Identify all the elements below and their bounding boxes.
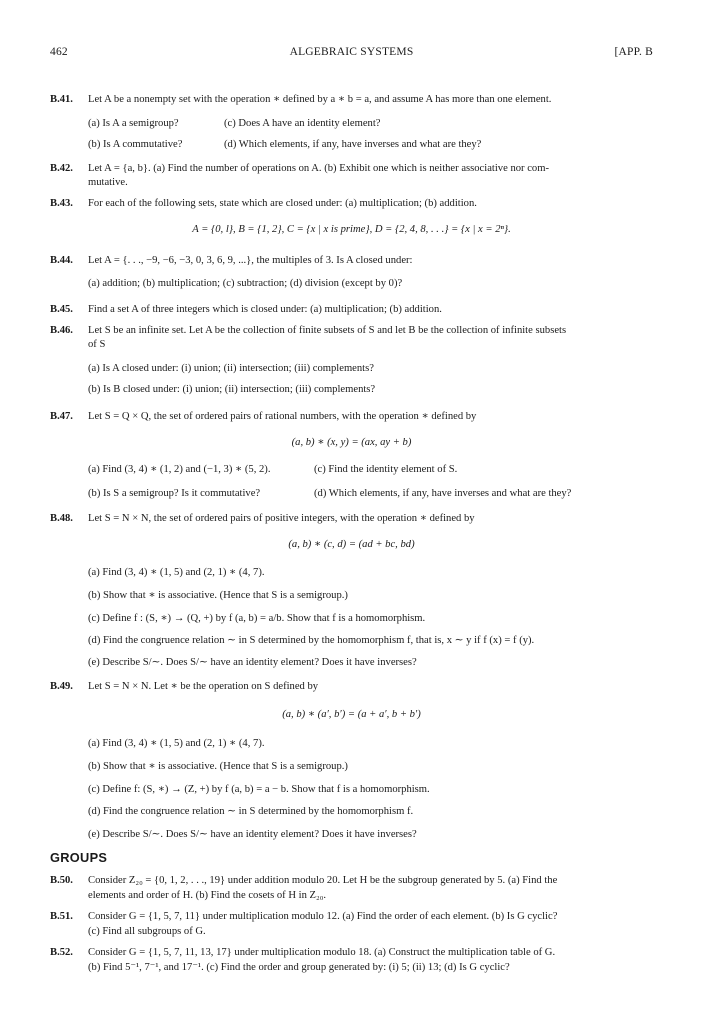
- problem-number: B.50.: [50, 875, 73, 886]
- part-c: (c) Define f: (S, ∗) → (Z, +) by f (a, b) = a − b. Show that f is a homomorphism.: [88, 784, 430, 795]
- part-a: (a) Find (3, 4) ∗ (1, 5) and (2, 1) ∗ (4, 7).: [88, 738, 265, 749]
- problem-number: B.42.: [50, 163, 73, 174]
- display-formula: (a, b) ∗ (x, y) = (ax, ay + b): [291, 437, 412, 448]
- part-c: (c) Find the identity element of S.: [314, 464, 458, 475]
- problem-number: B.44.: [50, 255, 73, 266]
- part-d: (d) Find the congruence relation ∼ in S determined by the homomorphism f.: [88, 806, 414, 817]
- problem-parts: (a) addition; (b) multiplication; (c) subtraction; (d) division (except by 0)?: [88, 278, 403, 289]
- part-c: (c) Does A have an identity element?: [224, 118, 381, 129]
- problem-number: B.43.: [50, 198, 73, 209]
- problem-number: B.46.: [50, 325, 73, 336]
- problem-text: Find a set A of three integers which is closed under: (a) multiplication; (b) addition.: [88, 304, 442, 315]
- part-d: (d) Find the congruence relation ∼ in S determined by the homomorphism f, that is, x ∼ y if f (x) = f (y).: [88, 635, 535, 646]
- appendix-label: [APP. B: [614, 46, 653, 58]
- part-b: (b) Is A commutative?: [88, 139, 183, 150]
- part-a: (a) Find (3, 4) ∗ (1, 2) and (−1, 3) ∗ (5, 2).: [88, 464, 271, 475]
- problem-number: B.49.: [50, 681, 73, 692]
- problem-text: Consider G = {1, 5, 7, 11, 13, 17} under multiplication modulo 18. (a) Construct the multiplication table of G.: [88, 947, 556, 958]
- problem-text-continued: (b) Find 5⁻¹, 7⁻¹, and 17⁻¹. (c) Find the order and group generated by: (i) 5; (ii) 13; (d) Is G cyclic?: [88, 962, 510, 973]
- part-e: (e) Describe S/∼. Does S/∼ have an identity element? Does it have inverses?: [88, 657, 417, 668]
- problem-text: Let S be an infinite set. Let A be the collection of finite subsets of S and let B be the collection of infinite subsets: [88, 325, 567, 336]
- section-heading: GROUPS: [50, 850, 108, 865]
- part-a: (a) Is A closed under: (i) union; (ii) intersection; (iii) complements?: [88, 363, 374, 374]
- problem-number: B.41.: [50, 94, 73, 105]
- problem-text: For each of the following sets, state which are closed under: (a) multiplication; (b) addition.: [88, 198, 477, 209]
- part-b: (b) Show that ∗ is associative. (Hence that S is a semigroup.): [88, 590, 348, 601]
- problem-text-continued: elements and order of H. (b) Find the cosets of H in Z₂₀.: [88, 890, 327, 901]
- problem-number: B.52.: [50, 947, 73, 958]
- problem-number: B.45.: [50, 304, 73, 315]
- problem-text: Let S = N × N, the set of ordered pairs of positive integers, with the operation ∗ defined by: [88, 513, 475, 524]
- problem-number: B.48.: [50, 513, 73, 524]
- part-e: (e) Describe S/∼. Does S/∼ have an identity element? Does it have inverses?: [88, 829, 417, 840]
- part-a: (a) Find (3, 4) ∗ (1, 5) and (2, 1) ∗ (4, 7).: [88, 567, 265, 578]
- problem-number: B.47.: [50, 411, 73, 422]
- problem-text: Consider G = {1, 5, 7, 11} under multiplication modulo 12. (a) Find the order of each element. (b) Is G cyclic?: [88, 911, 558, 922]
- problem-text: Let S = N × N. Let ∗ be the operation on S defined by: [88, 681, 319, 692]
- part-c: (c) Define f : (S, ∗) → (Q, +) by f (a, b) = a/b. Show that f is a homomorphism.: [88, 613, 426, 624]
- part-d: (d) Which elements, if any, have inverses and what are they?: [314, 488, 572, 499]
- running-title: ALGEBRAIC SYSTEMS: [289, 46, 414, 58]
- problem-text-continued: of S: [88, 339, 106, 350]
- problem-text: Let A = {a, b}. (a) Find the number of operations on A. (b) Exhibit one which is neither associative nor com-: [88, 163, 549, 174]
- problem-text: Let S = Q × Q, the set of ordered pairs of rational numbers, with the operation ∗ defined by: [88, 411, 477, 422]
- part-b: (b) Show that ∗ is associative. (Hence that S is a semigroup.): [88, 761, 348, 772]
- part-b: (b) Is B closed under: (i) union; (ii) intersection; (iii) complements?: [88, 384, 376, 395]
- problem-text: Let A be a nonempty set with the operation ∗ defined by a ∗ b = a, and assume A has more than one element.: [88, 94, 552, 105]
- problem-text: Let A = {. . ., −9, −6, −3, 0, 3, 6, 9, ...}, the multiples of 3. Is A closed under:: [88, 255, 413, 266]
- part-a: (a) Is A a semigroup?: [88, 118, 179, 129]
- display-formula: (a, b) ∗ (c, d) = (ad + bc, bd): [288, 539, 415, 550]
- problem-text-continued: mutative.: [88, 177, 128, 188]
- part-b: (b) Is S a semigroup? Is it commutative?: [88, 488, 261, 499]
- part-d: (d) Which elements, if any, have inverses and what are they?: [224, 139, 482, 150]
- page-number: 462: [50, 46, 68, 58]
- problem-number: B.51.: [50, 911, 73, 922]
- display-formula: (a, b) ∗ (a′, b′) = (a + a′, b + b′): [282, 709, 421, 720]
- problem-text-continued: (c) Find all subgroups of G.: [88, 926, 206, 937]
- display-formula: A = {0, l}, B = {1, 2}, C = {x | x is prime}, D = {2, 4, 8, . . .} = {x | x = 2ⁿ}.: [192, 224, 511, 235]
- problem-text: Consider Z₂₀ = {0, 1, 2, . . ., 19} under addition modulo 20. Let H be the subgroup generated by 5. (a) Find the: [88, 875, 558, 886]
